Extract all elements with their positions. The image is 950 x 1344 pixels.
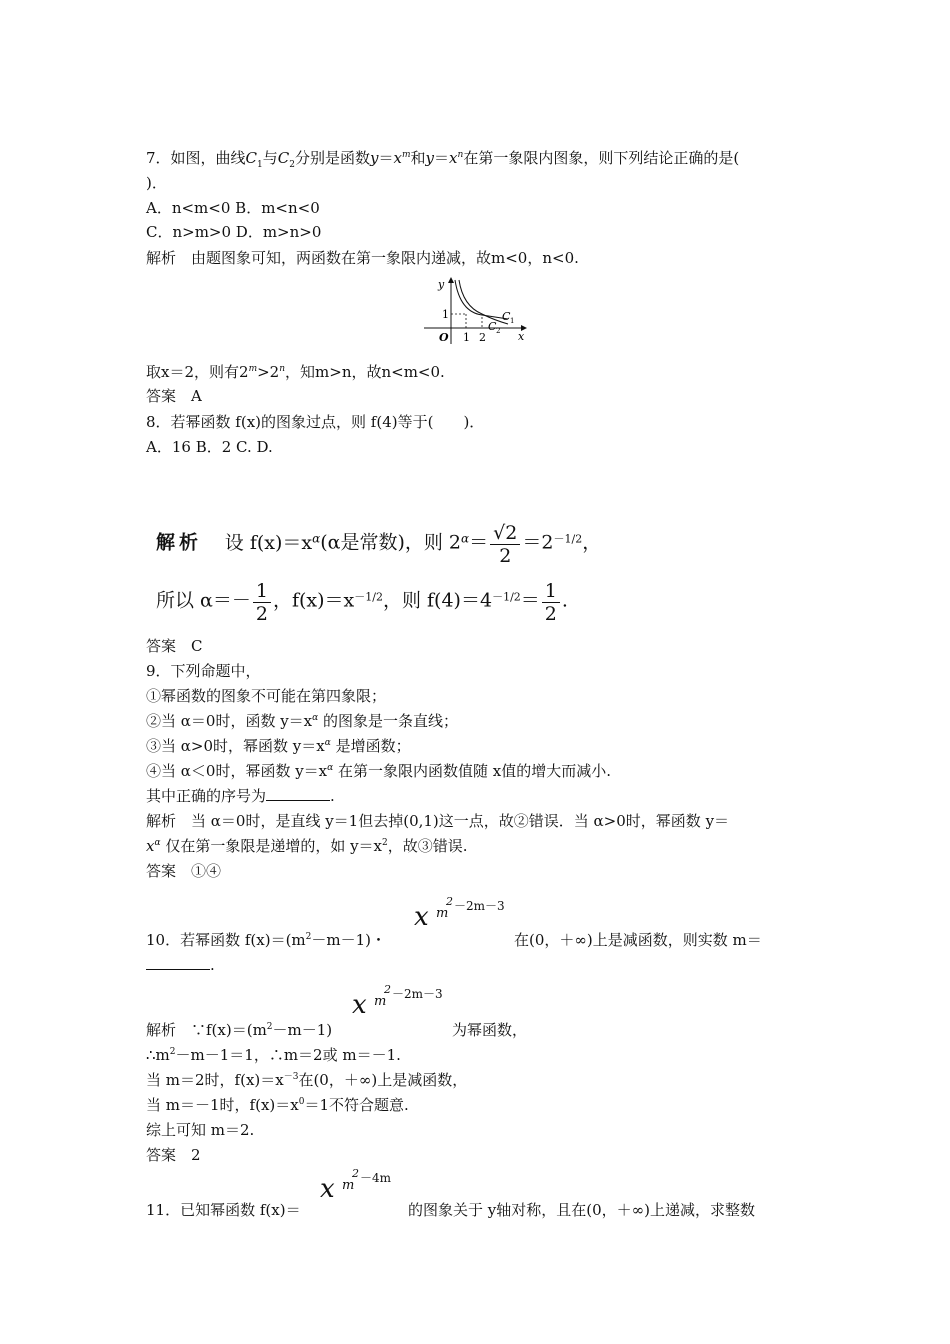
document-page: 7．如图，曲线$C_1$与$C_2$分别是函数$y=x^m$和$y=x^n$在第一象限内图象，则下列结论正确的是( )． A．n<m<0 B．m<n<0 C．n>m>0 D．m>n>0 解析 由题图象可知，两函数在第一象限内递减，故m<0，n<0. y x O 1 1 2 C 1 C 2 取x＝2，则有$2^m>2^n$，知m>n，故n<m<0. 答案 A 8．若幂函数 f(x)的图象过点，则 f(4)等于( )． A．16 B．2 C. D. 解析 设 $f(x)=x^\alpha(\alpha$是常数)，则 $2^\alpha=$ $\frac{√2}{2}$ $=2^{-1/2}$， 所以 α＝－ $\frac{1}{2}$ ，$f(x)=x^{-1/2}$，则 $f(4)=4^{-1/2}=$ $\frac{1}{2}$ . 答案 C 9．下列命题中， ①幂函数的图象不可能在第四象限； ②当 α＝0时，函数 $y=x^\alpha$ 的图象是一条直线； ③当 α>0时，幂函数 $y=x^\alpha$ 是增函数； ④当 α＜0时，幂函数 $y=x^\alpha$ 在第一象限内函数值随 x值的增大而减小. 其中正确的序号为 . 解析 当 α＝0时，是直线 y＝1但去掉(0,1)这一点，故②错误．当 α>0时，幂函数 y＝ $x^\alpha$ 仅在第一象限是递增的，如 $y=x^2$，故③错误. 答案 ①④ 10．若幂函数 $f(x)=(m^2-m-1)$・ x $^2$ m －2m－3 在(0，＋∞)上是减函数，则实数 m＝ . x $^2$ m －2m－3 解析 $\because f(x)=(m^2-m-1)$ 为幂函数， $\therefore m^2-m-1=1$，∴m＝2或 m＝－1. 当 m＝2时，$f(x)=x^{-3}$在(0，＋∞)上是减函数， 当 m＝－1时，$f(x)=x^0=1$不符合题意. 综上可知 m＝2. 答案 2 11．已知幂函数 f(x)＝ x $^2$ m －4m 的图象关于 y轴对称，且在(0，＋∞)上递减，求整数 <box>146 149 762 1219</box>
q7-answer: 答案 A <box>146 387 202 405</box>
curve-c2-sub: 2 <box>496 327 501 335</box>
curve-c2-label: C <box>488 320 497 333</box>
q9-analysis-1: 解析 当 α＝0时，是直线 y＝1但去掉(0,1)这一点，故②错误．当 α>0时，幂函数 y＝ <box>146 812 730 830</box>
q8-stem: 8．若幂函数 f(x)的图象过点，则 f(4)等于( )． <box>146 413 485 431</box>
result-half-fraction: $\frac{1}{2}$ <box>542 580 560 625</box>
sqrt2-over-2-fraction: $\frac{√2}{2}$ <box>490 522 520 567</box>
q8-analysis-line1: 解析 设 $f(x)=x^\alpha(\alpha$是常数)，则 $2^\alpha=$ $\frac{√2}{2}$ $=2^{-1/2}$， <box>156 522 602 567</box>
q8-options: A．16 B．2 C. D. <box>146 438 273 456</box>
y-axis-label: y <box>438 278 445 291</box>
q10-analysis-5: 综上可知 m＝2. <box>146 1121 255 1139</box>
q9-stem: 9．下列命题中， <box>146 662 261 680</box>
q9-analysis-2: $x^\alpha$ 仅在第一象限是递增的，如 $y=x^2$，故③错误. <box>146 837 468 855</box>
q8-answer: 答案 C <box>146 637 203 655</box>
q7-analysis-2: 取x＝2，则有$2^m>2^n$，知m>n，故n<m<0. <box>146 363 445 381</box>
q8-analysis-line2: 所以 α＝－ $\frac{1}{2}$ ，$f(x)=x^{-1/2}$，则 $f(4)=4^{-1/2}=$ $\frac{1}{2}$ . <box>156 580 568 625</box>
q10-stem-right: 在(0，＋∞)上是减函数，则实数 m＝ <box>514 931 762 949</box>
tick-y-1: 1 <box>442 308 449 321</box>
q7-analysis: 解析 由题图象可知，两函数在第一象限内递减，故m<0，n<0. <box>146 249 579 267</box>
curve-c1-label: C <box>502 310 511 323</box>
q9-proposition-2: ②当 α＝0时，函数 $y=x^\alpha$ 的图象是一条直线； <box>146 712 459 730</box>
q7-options-ab: A．n<m<0 B．m<n<0 <box>146 199 320 217</box>
q9-proposition-4: ④当 α＜0时，幂函数 $y=x^\alpha$ 在第一象限内函数值随 x值的增大而减小. <box>146 762 611 780</box>
tick-x-2: 2 <box>479 331 486 344</box>
q10-analysis-1: 解析 $\because f(x)=(m^2-m-1)$ <box>146 1021 333 1039</box>
q7-options-cd: C．n>m>0 D．m>n>0 <box>146 223 322 241</box>
q10-answer: 答案 2 <box>146 1146 201 1164</box>
q11-stem-left: 11．已知幂函数 f(x)＝ <box>146 1201 301 1219</box>
q9-proposition-1: ①幂函数的图象不可能在第四象限； <box>146 687 387 705</box>
origin-label: O <box>439 331 449 344</box>
q11-stem-right: 的图象关于 y轴对称，且在(0，＋∞)上递减，求整数 <box>408 1201 755 1219</box>
q7-power-function-graph <box>420 272 532 348</box>
q9-proposition-3: ③当 α>0时，幂函数 $y=x^\alpha$ 是增函数； <box>146 737 411 755</box>
answer-blank <box>146 955 210 970</box>
q9-answer: 答案 ①④ <box>146 862 222 880</box>
q10-stem-left: 10．若幂函数 $f(x)=(m^2-m-1)$・ <box>146 931 387 949</box>
q10-fill-blank: . <box>146 955 215 975</box>
x-axis-label: x <box>518 330 525 343</box>
q7-stem: 7．如图，曲线$C_1$与$C_2$分别是函数$y=x^m$和$y=x^n$在第一象限内图象，则下列结论正确的是( <box>146 149 740 170</box>
tick-x-1: 1 <box>463 331 470 344</box>
q10-analysis-3: 当 m＝2时，$f(x)=x^{-3}$在(0，＋∞)上是减函数， <box>146 1071 468 1089</box>
curve-c1-sub: 1 <box>510 317 515 325</box>
answer-blank <box>266 786 330 801</box>
q10-analysis-1-end: 为幂函数， <box>452 1021 528 1039</box>
q10-analysis-4: 当 m＝－1时，$f(x)=x^0=1$不符合题意. <box>146 1096 409 1114</box>
q10-analysis-2: $\therefore m^2-m-1=1$，∴m＝2或 m＝－1. <box>146 1046 401 1064</box>
q7-stem-end: )． <box>146 174 167 192</box>
half-fraction: $\frac{1}{2}$ <box>253 580 271 625</box>
q9-fill-blank: 其中正确的序号为 . <box>146 787 335 805</box>
